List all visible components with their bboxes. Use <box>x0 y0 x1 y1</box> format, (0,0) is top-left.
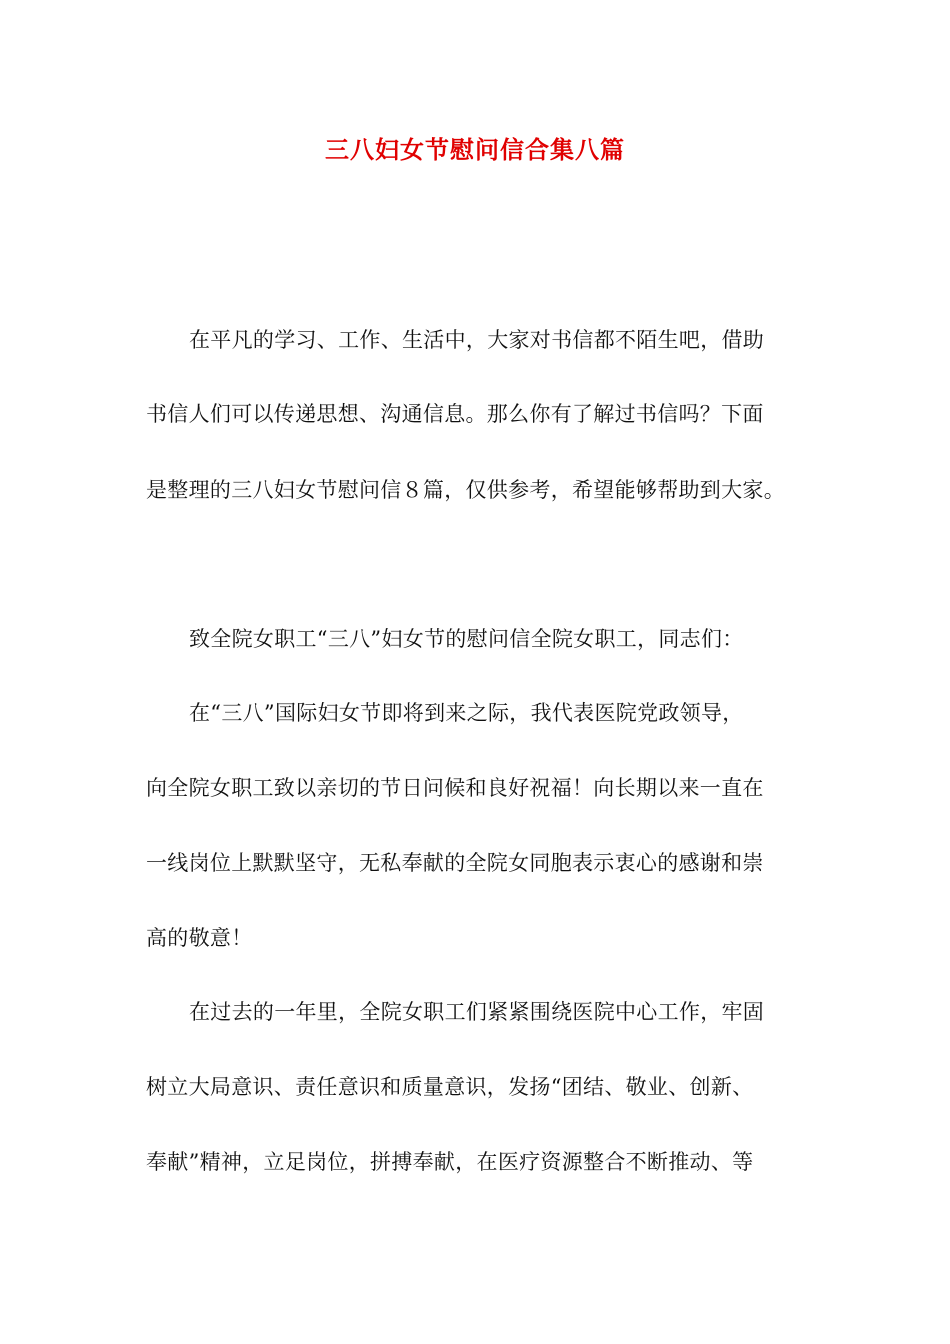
paragraph-line: 在“三八”国际妇女节即将到来之际，我代表医院党政领导， <box>189 701 744 725</box>
paragraph-line: 高的敬意！ <box>146 926 253 950</box>
paragraph-line: 一线岗位上默默坚守，无私奉献的全院女同胞表示衷心的感谢和崇 <box>146 851 764 875</box>
paragraph-line: 是整理的三八妇女节慰问信８篇，仅供参考，希望能够帮助到大家。 <box>146 478 785 502</box>
paragraph-line: 向全院女职工致以亲切的节日问候和良好祝福！向长期以来一直在 <box>146 776 764 800</box>
paragraph-line: 在平凡的学习、工作、生活中，大家对书信都不陌生吧，借助 <box>189 328 765 352</box>
paragraph-line: 在过去的一年里，全院女职工们紧紧围绕医院中心工作，牢固 <box>189 1000 765 1024</box>
document-title: 三八妇女节慰问信合集八篇 <box>325 135 625 164</box>
paragraph-line: 致全院女职工“三八”妇女节的慰问信全院女职工，同志们： <box>189 627 744 651</box>
paragraph-line: 奉献”精神，立足岗位，拼搏奉献，在医疗资源整合不断推动、等 <box>146 1150 754 1174</box>
paragraph-line: 书信人们可以传递思想、沟通信息。那么你有了解过书信吗？下面 <box>146 402 764 426</box>
paragraph-line: 树立大局意识、责任意识和质量意识，发扬“团结、敬业、创新、 <box>146 1075 754 1099</box>
